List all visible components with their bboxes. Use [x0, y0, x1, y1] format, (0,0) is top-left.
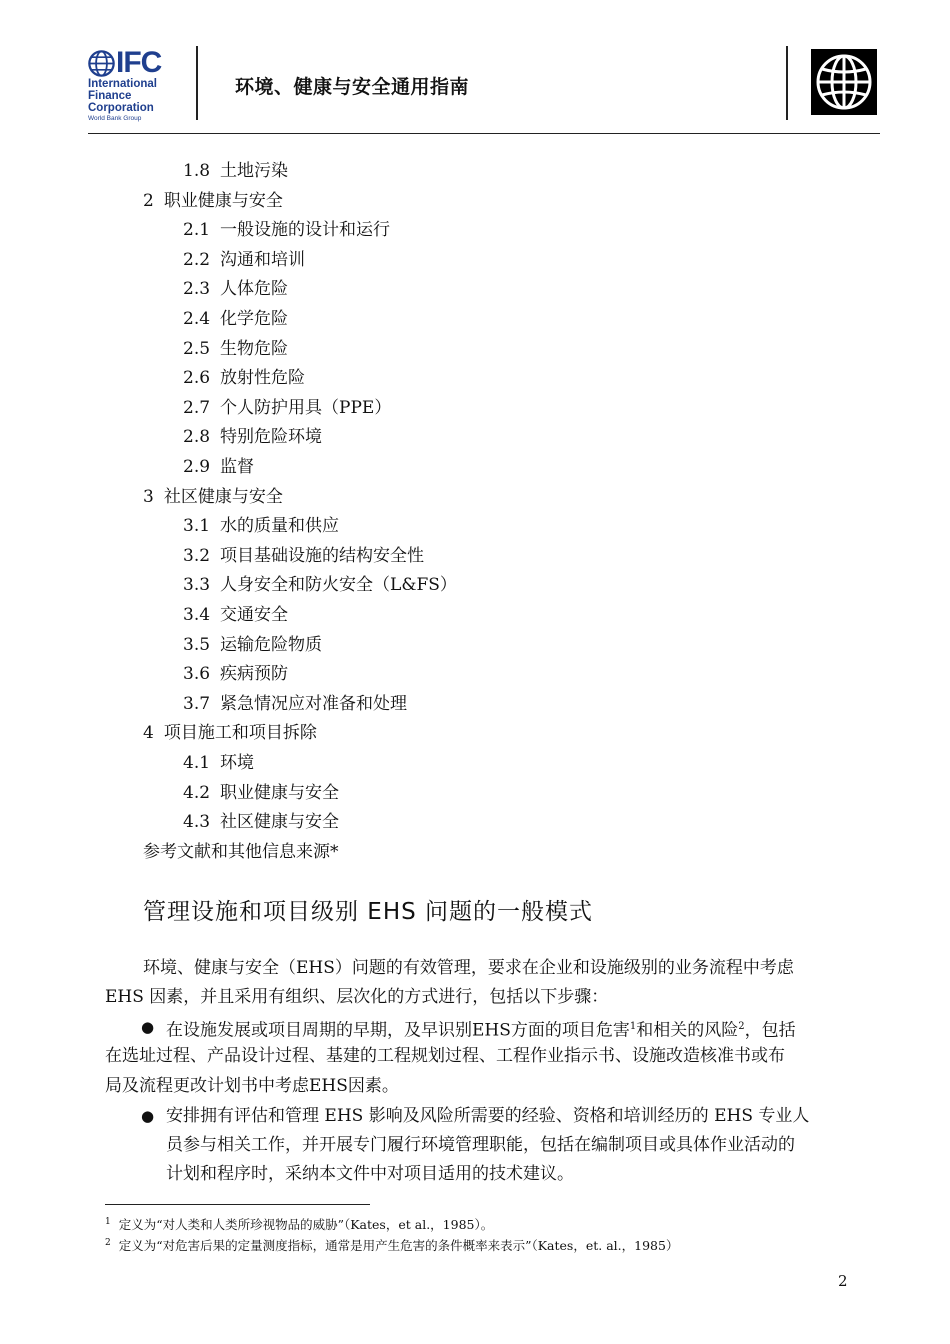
toc-item-number: 3.1 — [183, 516, 211, 537]
toc-item-number: 3.3 — [183, 575, 211, 596]
toc-item-title: 放射性危险 — [220, 368, 306, 389]
toc-item[interactable] — [183, 693, 407, 715]
toc-item-number: 4.3 — [183, 812, 211, 833]
toc-item-title: 人体危险 — [220, 279, 289, 300]
toc-item-number: 2.7 — [183, 397, 211, 418]
toc-item-number: 3 — [143, 486, 154, 507]
toc-item-number: 3.6 — [183, 664, 211, 685]
toc-item[interactable] — [183, 811, 339, 833]
toc-item[interactable] — [183, 338, 288, 360]
toc-item[interactable] — [143, 841, 339, 863]
toc-item[interactable] — [183, 219, 390, 241]
ifc-logo-line1: International — [88, 78, 158, 90]
bullet1-text-a: 在设施发展或项目周期的早期，及早识别EHS方面的项目危害 — [166, 1020, 630, 1041]
toc-item-number: 3.2 — [183, 545, 211, 566]
toc-item[interactable] — [183, 545, 424, 567]
toc-item-number: 2 — [143, 190, 154, 211]
toc-item-title: 一般设施的设计和运行 — [220, 220, 391, 241]
toc-item[interactable] — [183, 367, 305, 389]
toc-item-number: 2.4 — [183, 309, 211, 329]
toc-item-title: 化学危险 — [220, 309, 289, 329]
bullet1-line-1 — [166, 1016, 796, 1042]
toc-item[interactable] — [143, 190, 283, 212]
toc-item-number: 2.5 — [183, 338, 211, 359]
bullet1-text-b: 和相关的风险 — [636, 1020, 739, 1041]
toc-item-number: 4 — [143, 723, 154, 744]
toc-item-number: 4.2 — [183, 782, 211, 803]
toc-item-number: 2.6 — [183, 368, 211, 389]
section-heading: 管理设施和项目级别 EHS 问题的一般模式 — [143, 899, 594, 925]
intro-line-2: EHS 因素，并且采用有组织、层次化的方式进行，包括以下步骤： — [105, 987, 609, 1007]
toc-item-number: 3.4 — [183, 605, 211, 625]
bullet2-line-1: 安排拥有评估和管理 EHS 影响及风险所需要的经验、资格和培训经历的 EHS 专业人 — [166, 1106, 810, 1126]
footnote-ref-1[interactable]: 1 — [629, 1021, 637, 1032]
bullet-icon: ● — [141, 1107, 155, 1125]
page-header — [0, 0, 950, 135]
toc-item-number: 2.2 — [183, 249, 211, 270]
toc-item-title: 交通安全 — [220, 605, 289, 625]
toc-item-title: 职业健康与安全 — [220, 782, 340, 803]
toc-item-title: 环境 — [220, 753, 255, 773]
toc-item-title: 职业健康与安全 — [163, 190, 283, 211]
footnote-mark: 1 — [105, 1217, 111, 1227]
toc-item[interactable] — [143, 486, 283, 508]
world-bank-globe-icon — [811, 49, 877, 115]
toc-item[interactable] — [183, 663, 288, 685]
toc-item[interactable] — [183, 574, 457, 596]
bullet1-line-3: 局及流程更改计划书中考虑EHS因素。 — [105, 1076, 399, 1096]
toc-item-title: 人身安全和防火安全（L&FS） — [220, 575, 457, 596]
toc-item-title: 个人防护用具（PPE） — [220, 397, 392, 418]
footnote-2 — [105, 1234, 678, 1255]
toc-item-title: 水的质量和供应 — [220, 516, 340, 537]
bullet2-line-2: 员参与相关工作，并开展专门履行环境管理职能，包括在编制项目或具体作业活动的 — [166, 1135, 795, 1155]
footnote-mark: 2 — [105, 1238, 111, 1248]
toc-item[interactable] — [183, 249, 305, 271]
toc-item-title: 项目基础设施的结构安全性 — [220, 545, 425, 566]
toc-item-title: 参考文献和其他信息来源* — [143, 841, 339, 862]
toc-item-number: 2.8 — [183, 427, 211, 448]
toc-item-number: 2.3 — [183, 279, 211, 300]
toc-item-title: 社区健康与安全 — [220, 812, 340, 833]
toc-item[interactable] — [183, 397, 391, 419]
toc-item-title: 运输危险物质 — [220, 634, 323, 655]
toc-item[interactable] — [183, 278, 288, 300]
toc-item-title: 特别危险环境 — [220, 427, 323, 448]
toc-item-title: 疾病预防 — [220, 664, 289, 685]
ifc-logo — [88, 48, 178, 124]
header-divider-left — [196, 46, 198, 120]
ifc-globe-icon — [88, 50, 115, 77]
page-number: 2 — [838, 1272, 848, 1290]
toc-item[interactable] — [183, 634, 322, 656]
bullet1-text-c: ，包括 — [744, 1020, 796, 1041]
toc-item-title: 沟通和培训 — [220, 249, 306, 270]
toc-item-number: 4.1 — [183, 753, 211, 773]
ifc-logo-line3: Corporation — [88, 102, 154, 114]
bullet2-line-3: 计划和程序时，采纳本文件中对项目适用的技术建议。 — [166, 1164, 574, 1184]
toc-item-number: 3.7 — [183, 693, 211, 714]
toc-item[interactable] — [183, 160, 288, 182]
footnote-separator — [105, 1204, 370, 1205]
toc-item-number: 1.8 — [183, 161, 211, 181]
header-title: 环境、健康与安全通用指南 — [235, 76, 470, 98]
bullet-icon: ● — [141, 1018, 155, 1036]
toc-item-number: 3.5 — [183, 634, 211, 655]
header-rule — [88, 133, 880, 134]
footnote-ref-2[interactable]: 2 — [738, 1021, 745, 1032]
ifc-logo-mark: IFC — [116, 46, 162, 79]
toc-item-title: 紧急情况应对准备和处理 — [220, 693, 408, 714]
footnote-text: 定义为“对人类和人类所珍视物品的威胁”（Kates，et al.，1985）。 — [118, 1217, 494, 1233]
toc-item[interactable] — [183, 752, 254, 774]
header-divider-right — [786, 46, 788, 120]
toc-item[interactable] — [183, 604, 288, 626]
toc-item-title: 社区健康与安全 — [163, 486, 283, 507]
toc-item[interactable] — [183, 426, 322, 448]
toc-item[interactable] — [183, 515, 339, 537]
toc-item-title: 项目施工和项目拆除 — [163, 723, 317, 744]
toc-item[interactable] — [183, 456, 254, 478]
toc-item-title: 土地污染 — [220, 161, 289, 181]
toc-item-title: 监督 — [220, 457, 255, 477]
footnote-1 — [105, 1213, 493, 1234]
ifc-logo-line2: Finance — [88, 90, 132, 102]
toc-item-number: 2.9 — [183, 457, 211, 477]
ifc-logo-sub: World Bank Group — [88, 115, 142, 122]
bullet1-line-2: 在选址过程、产品设计过程、基建的工程规划过程、工程作业指示书、设施改造核准书或布 — [105, 1046, 785, 1066]
footnote-text: 定义为“对危害后果的定量测度指标，通常是用产生危害的条件概率来表示”（Kates，et. al.，1985） — [118, 1238, 679, 1254]
toc-item[interactable] — [183, 782, 339, 804]
toc-item-title: 生物危险 — [220, 338, 289, 359]
intro-line-1: 环境、健康与安全（EHS）问题的有效管理，要求在企业和设施级别的业务流程中考虑 — [143, 958, 794, 978]
toc-item-number: 2.1 — [183, 220, 211, 241]
toc-item[interactable] — [183, 308, 288, 330]
toc-item[interactable] — [143, 722, 317, 744]
